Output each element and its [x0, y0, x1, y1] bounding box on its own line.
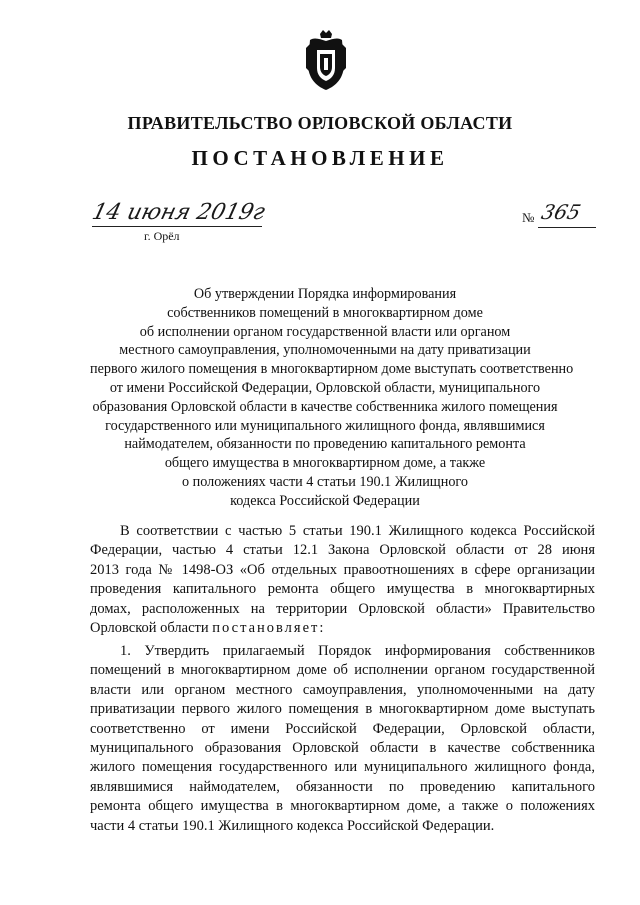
- subject-line: об исполнении органом государственной власти или органом: [139, 323, 511, 340]
- preamble-last-line-prefix: Орловской области: [90, 620, 209, 637]
- subject-line: государственного или муниципального жилищного фонда, являвшимися: [105, 417, 545, 434]
- handwritten-number: 365: [539, 200, 584, 224]
- item-1-line: помещений в многоквартирном доме об исполнении органом государственной: [90, 662, 595, 679]
- item-1-paragraph: [90, 642, 595, 836]
- decree-word: постановляет:: [212, 620, 326, 637]
- subject-line: общего имущества в многоквартирном доме, а также: [164, 455, 486, 472]
- city-label: г. Орёл: [144, 229, 180, 243]
- item-1-line: муниципального образования Орловской области в качестве собственника: [90, 740, 595, 757]
- document-type-heading: ПОСТАНОВЛЕНИЕ: [191, 146, 449, 170]
- item-1-line: приватизации первого жилого помещения в многоквартирном доме выступать: [90, 701, 595, 718]
- item-1-line: являвшимися наймодателем, обязанности по проведению капитального: [90, 778, 595, 795]
- subject-line: Об утверждении Порядка информирования: [193, 286, 457, 302]
- item-1-line: соответственно от имени Российской Федерации, Орловской области,: [90, 720, 595, 737]
- preamble-last-line: [90, 619, 595, 638]
- item-1-line: жилого помещения государственного или муниципального жилищного фонда,: [90, 759, 595, 776]
- item-1-line: власти или органом местного самоуправления, уполномоченными на дату: [90, 681, 595, 698]
- number-underline: [538, 227, 596, 228]
- preamble-line: Федерации, частью 4 статьи 12.1 Закона Орловской области от 28 июня: [90, 542, 595, 559]
- item-1-line: части 4 статьи 190.1 Жилищного кодекса Российской Федерации.: [90, 817, 495, 834]
- document-subject: [90, 285, 574, 511]
- preamble-line: проведения капитального ремонта общего имущества в многоквартирных: [90, 581, 595, 598]
- subject-line: кодекса Российской Федерации: [230, 492, 420, 509]
- subject-line: местного самоуправления, уполномоченными на дату приватизации: [119, 342, 531, 359]
- subject-line: образования Орловской области в качестве собственника жилого помещения: [92, 398, 558, 415]
- item-1-line: ремонта общего имущества в многоквартирном доме, а также о положениях: [90, 798, 595, 815]
- preamble-line: домах, расположенных на территории Орловской области» Правительство: [90, 600, 595, 617]
- subject-line: собственников помещений в многоквартирном доме: [167, 304, 483, 321]
- number-prefix: №: [522, 210, 535, 225]
- handwritten-date: 14 июня 2019г: [89, 200, 268, 225]
- subject-line: от имени Российской Федерации, Орловской области, муниципального: [109, 379, 541, 396]
- date-underline: [92, 226, 262, 227]
- subject-line: наймодателем, обязанности по проведению капитального ремонта: [124, 436, 526, 453]
- preamble-line: 2013 года № 1498-ОЗ «Об отдельных правоотношениях в сфере организации: [90, 561, 595, 578]
- subject-line: о положениях части 4 статьи 190.1 Жилищного: [182, 473, 468, 490]
- subject-line: первого жилого помещения в многоквартирном доме выступать соответственно: [90, 361, 574, 378]
- preamble-line: В соответствии с частью 5 статьи 190.1 Жилищного кодекса Российской: [120, 523, 595, 539]
- government-title: ПРАВИТЕЛЬСТВО ОРЛОВСКОЙ ОБЛАСТИ: [127, 113, 513, 133]
- preamble-paragraph: [90, 522, 595, 638]
- item-1-line: 1. Утвердить прилагаемый Порядок информирования собственников: [120, 643, 595, 659]
- coat-of-arms-emblem: [304, 28, 348, 94]
